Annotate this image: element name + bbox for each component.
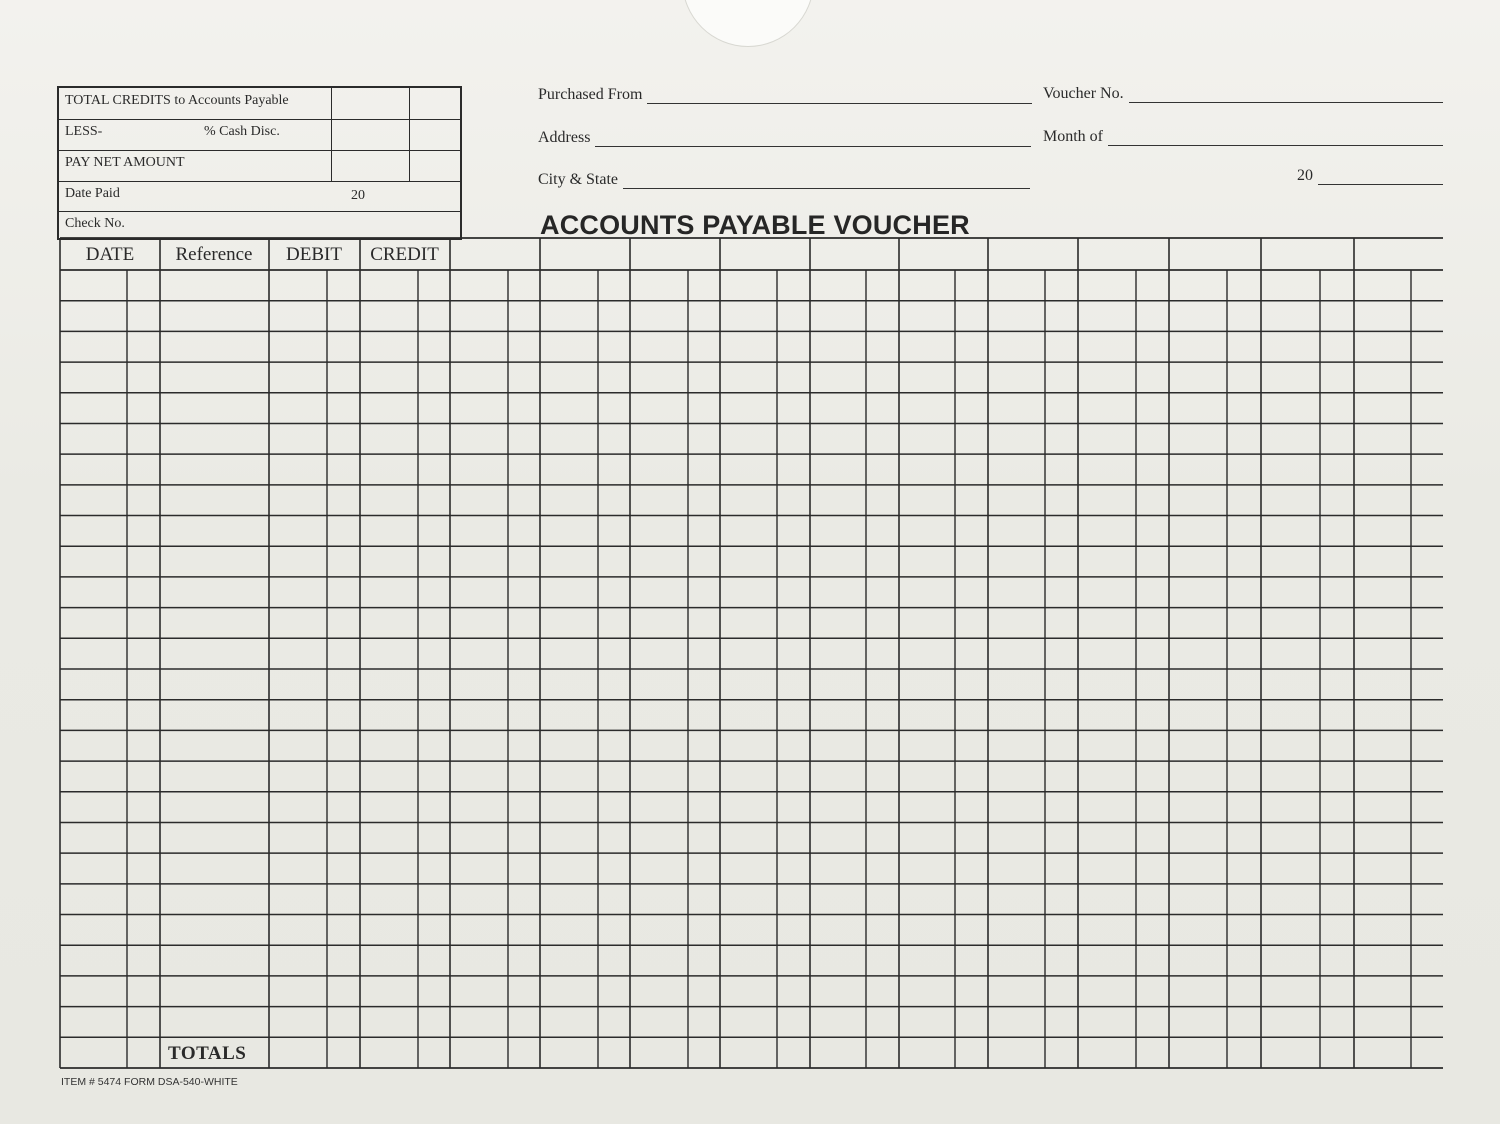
- year-prefix-label: 20: [1297, 167, 1313, 184]
- date-paid-label: Date Paid: [65, 186, 120, 201]
- voucher-no-label: Voucher No.: [1043, 85, 1124, 102]
- purchased-from-label: Purchased From: [538, 86, 643, 103]
- total-credits-label: TOTAL CREDITS to Accounts Payable: [65, 93, 289, 108]
- column-header-date: DATE: [85, 244, 135, 265]
- pay-net-label: PAY NET AMOUNT: [65, 155, 185, 170]
- totals-label: TOTALS: [168, 1043, 247, 1064]
- cash-disc-label: % Cash Disc.: [204, 124, 280, 139]
- less-label: LESS-: [65, 124, 103, 139]
- form-title: ACCOUNTS PAYABLE VOUCHER: [540, 210, 970, 240]
- address-label: Address: [538, 129, 591, 146]
- date-paid-year: 20: [351, 188, 365, 203]
- column-header-reference: Reference: [175, 244, 253, 265]
- column-header-debit: DEBIT: [286, 244, 342, 265]
- city-state-label: City & State: [538, 171, 618, 188]
- column-header-credit: CREDIT: [370, 244, 439, 265]
- check-no-label: Check No.: [65, 216, 125, 231]
- form-footer: ITEM # 5474 FORM DSA-540-WHITE: [61, 1076, 238, 1088]
- month-of-label: Month of: [1043, 128, 1103, 145]
